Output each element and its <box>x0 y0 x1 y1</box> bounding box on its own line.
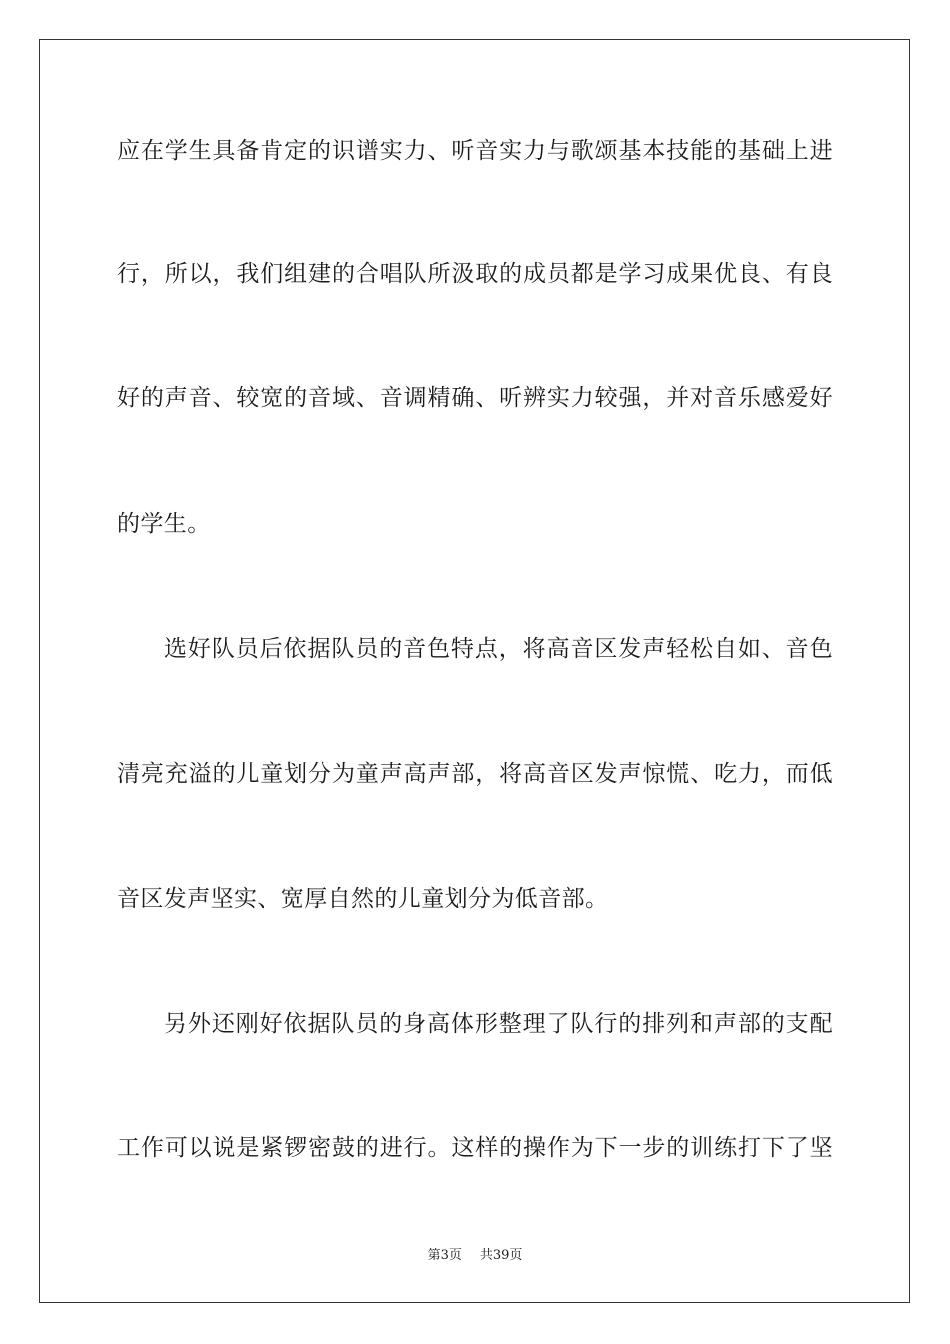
text-line: 音区发声坚实、宽厚自然的儿童划分为低音部。 <box>117 886 609 912</box>
page-footer <box>0 1247 950 1265</box>
text-line: 的学生。 <box>117 511 211 537</box>
paragraph-first-line: 另外还刚好依据队员的身高体形整理了队行的排列和声部的支配 <box>164 1011 833 1037</box>
page-number: 第3页 <box>427 1248 462 1263</box>
text-line: 好的声音、较宽的音域、音调精确、听辨实力较强，并对音乐感爱好 <box>117 385 833 411</box>
page-total: 共39页 <box>479 1248 523 1263</box>
paragraph-first-line: 选好队员后依据队员的音色特点，将高音区发声轻松自如、音色 <box>164 636 833 662</box>
text-line: 行，所以，我们组建的合唱队所汲取的成员都是学习成果优良、有良 <box>117 261 833 287</box>
text-line: 清亮充溢的儿童划分为童声高声部，将高音区发声惊慌、吃力，而低 <box>117 761 833 787</box>
page-border <box>39 39 910 1303</box>
text-line: 应在学生具备肯定的识谱实力、听音实力与歌颂基本技能的基础上进 <box>117 138 833 164</box>
text-line: 工作可以说是紧锣密鼓的进行。这样的操作为下一步的训练打下了坚 <box>117 1135 833 1161</box>
